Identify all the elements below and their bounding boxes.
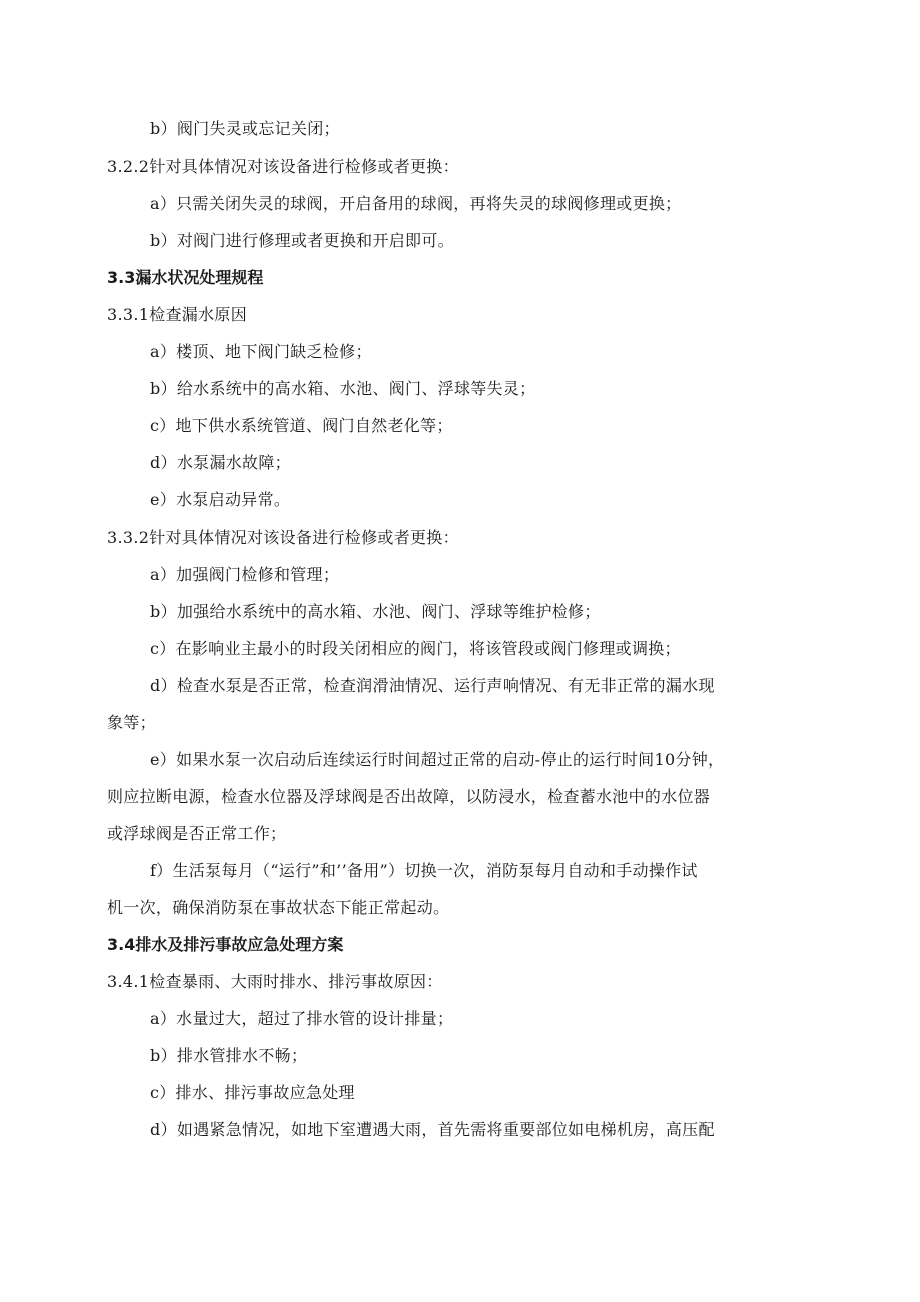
paragraph-line: a）楼顶、地下阀门缺乏检修； (150, 342, 372, 361)
paragraph-continuation: 象等； (107, 713, 156, 732)
paragraph-line: a）水量过大，超过了排水管的设计排量； (150, 1009, 454, 1028)
section-heading: 3.3漏水状况处理规程 (107, 268, 264, 287)
paragraph-line: d）如遇紧急情况，如地下室遭遇大雨，首先需将重要部位如电梯机房，高压配 (150, 1120, 715, 1139)
subsection-line: 3.3.1检查漏水原因 (107, 305, 248, 324)
subsection-line: 3.3.2针对具体情况对该设备进行检修或者更换： (107, 528, 459, 547)
paragraph-line: f）生活泵每月（“运行”和’’备用”）切换一次，消防泵每月自动和手动操作试 (150, 861, 698, 880)
paragraph-line: a）加强阀门检修和管理； (150, 565, 340, 584)
paragraph-line: a）只需关闭失灵的球阀，开启备用的球阀，再将失灵的球阀修理或更换； (150, 194, 682, 213)
paragraph-line: c）在影响业主最小的时段关闭相应的阀门，将该管段或阀门修理或调换； (150, 639, 681, 658)
paragraph-line: b）给水系统中的高水箱、水池、阀门、浮球等失灵； (150, 379, 536, 398)
paragraph-line: e）水泵启动异常。 (150, 490, 291, 509)
paragraph-continuation: 或浮球阀是否正常工作； (107, 824, 287, 843)
paragraph-continuation: 则应拉断电源，检查水位器及浮球阀是否出故障，以防浸水，检查蓄水池中的水位器 (107, 787, 711, 806)
paragraph-line: e）如果水泵一次启动后连续运行时间超过正常的启动-停止的运行时间10分钟， (150, 750, 725, 769)
paragraph-line: b）阀门失灵或忘记关闭； (150, 119, 340, 138)
subsection-line: 3.2.2针对具体情况对该设备进行检修或者更换： (107, 157, 459, 176)
paragraph-line: b）排水管排水不畅； (150, 1046, 308, 1065)
paragraph-line: c）地下供水系统管道、阀门自然老化等； (150, 416, 453, 435)
paragraph-line: d）水泵漏水故障； (150, 453, 291, 472)
paragraph-line: b）加强给水系统中的高水箱、水池、阀门、浮球等维护检修； (150, 602, 601, 621)
paragraph-line: b）对阀门进行修理或者更换和开启即可。 (150, 231, 454, 250)
paragraph-continuation: 机一次，确保消防泵在事故状态下能正常起动。 (107, 898, 450, 917)
subsection-line: 3.4.1检查暴雨、大雨时排水、排污事故原因： (107, 972, 443, 991)
paragraph-line: d）检查水泵是否正常，检查润滑油情况、运行声响情况、有无非正常的漏水现 (150, 676, 715, 695)
section-heading: 3.4排水及排污事故应急处理方案 (107, 935, 344, 954)
paragraph-line: c）排水、排污事故应急处理 (150, 1083, 355, 1102)
